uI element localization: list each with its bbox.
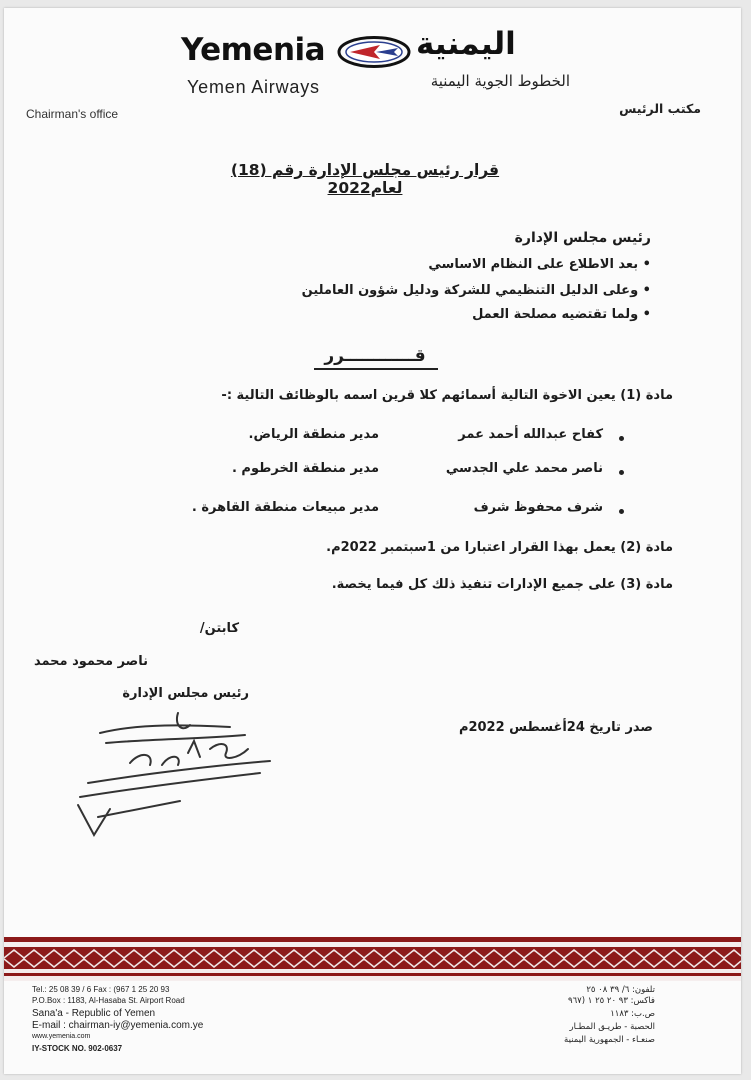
heading-underline xyxy=(314,368,438,370)
appointee-position: مدير منطقة الخرطوم . xyxy=(231,461,379,476)
addressee: رئيس مجلس الإدارة xyxy=(514,230,651,246)
bullet-dot xyxy=(619,436,624,441)
decision-title: قرار رئيس مجلس الإدارة رقم (18) لعام2022 xyxy=(230,161,500,197)
appointee-position: مدير منطقة الرياض. xyxy=(248,427,379,442)
office-label-english: Chairman's office xyxy=(26,107,119,121)
footer-stock-number: IY-STOCK NO. 902-0637 xyxy=(32,1044,123,1053)
article-1: مادة (1) يعين الاخوة التالية أسمائهم كلا قرين اسمه بالوظائف التالية :- xyxy=(221,388,673,403)
footer-city: Sana'a - Republic of Yemen xyxy=(32,1008,156,1019)
signatory-title: رئيس مجلس الإدارة xyxy=(122,686,249,701)
signatory-name: ناصر محمود محمد xyxy=(33,654,148,669)
signatory-rank: كابتن/ xyxy=(199,621,239,636)
decision-heading: قــــــــــــرر xyxy=(324,346,426,366)
footer-tel-fax: Tel.: 25 08 39 / 6 Fax : (967 1 25 20 93 xyxy=(32,985,170,994)
bullet-dot xyxy=(619,470,624,475)
airline-subtitle-arabic: الخطوط الجوية اليمنية xyxy=(430,72,570,90)
footer-ar-pobox: ص.ب: ١١٨٣ xyxy=(610,1009,655,1019)
footer-ar-street: الحصبة - طريـق المطـار xyxy=(569,1022,655,1032)
footer-website: www.yemenia.com xyxy=(32,1033,91,1040)
decorative-footer-band xyxy=(4,937,741,981)
article-3: مادة (3) على جميع الإدارات تنفيذ ذلك كل فيما يخصة. xyxy=(331,577,673,592)
appointee-name: كفاح عبدالله أحمد عمر xyxy=(458,427,603,442)
article-2: مادة (2) يعمل بهذا القرار اعتبارا من 1سبتمبر 2022م. xyxy=(326,540,673,555)
handwritten-signature xyxy=(70,705,290,840)
appointee-position: مدير مبيعات منطقة القاهرة . xyxy=(191,500,379,515)
footer-pobox: P.O.Box : 1183, Al-Hasaba St. Airport Road xyxy=(32,996,185,1005)
bullet-dot xyxy=(619,509,624,514)
logo-text-arabic: اليمنية xyxy=(416,26,516,62)
preamble-item: • وعلى الدليل التنظيمي للشركة ودليل شؤون العاملين xyxy=(302,283,651,298)
appointee-name: شرف محفوظ شرف xyxy=(473,500,603,515)
airline-subtitle-english: Yemen Airways xyxy=(187,77,320,97)
footer-ar-fax: فاكس: ٩٣ ٢٠ ٢٥ ١ (٩٦٧ xyxy=(568,996,655,1006)
airline-emblem-icon xyxy=(336,35,412,69)
office-label-arabic: مكتب الرئيس xyxy=(619,101,701,116)
logo-text-english: Yemenia xyxy=(181,32,326,68)
appointee-name: ناصر محمد علي الجدسي xyxy=(445,461,603,476)
preamble-item: • ولما تقتضيه مصلحة العمل xyxy=(472,307,651,322)
footer-ar-city: صنعـاء - الجمهورية اليمنية xyxy=(564,1035,655,1045)
issue-date: صدر تاريخ 24أغسطس 2022م xyxy=(458,720,653,735)
footer-email: E-mail : chairman-iy@yemenia.com.ye xyxy=(32,1020,204,1031)
footer-ar-tel: تلفون: ٦/ ٣٩ ٠٨ ٢٥ xyxy=(586,985,655,995)
preamble-item: • بعد الاطلاع على النظام الاساسي xyxy=(428,257,651,272)
